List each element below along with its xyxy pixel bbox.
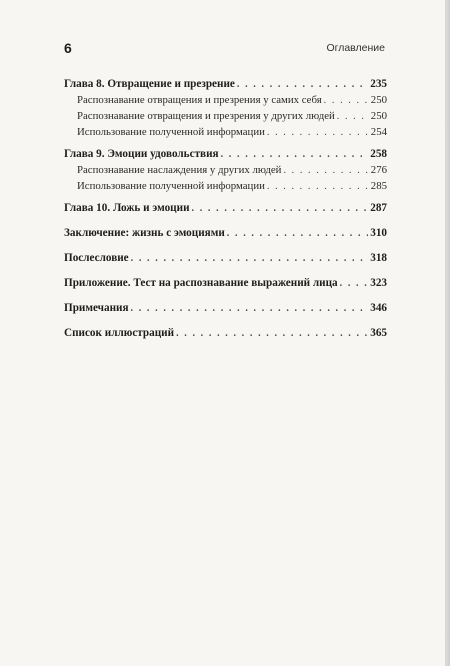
toc-entry-page: 235	[370, 78, 387, 90]
toc-entry-title: Распознавание отвращения и презрения у самих себя	[77, 94, 322, 106]
toc-chapter-10	[64, 200, 387, 216]
toc-entry-page: 250	[370, 94, 387, 106]
table-of-contents	[64, 76, 387, 341]
dot-leader	[283, 163, 368, 179]
toc-entry-title: Список иллюстраций	[64, 327, 175, 339]
page-edge	[446, 0, 450, 666]
toc-entry-page: 318	[370, 252, 387, 264]
dot-leader	[267, 125, 369, 141]
dot-leader	[237, 77, 368, 93]
toc-entry-title: Приложение. Тест на распознавание выражений лица	[64, 277, 338, 289]
toc-afterword	[64, 250, 387, 266]
toc-section	[64, 178, 387, 194]
dot-leader	[131, 251, 369, 267]
dot-leader	[337, 109, 369, 125]
toc-entry-title: Использование полученной информации	[77, 180, 265, 192]
toc-section	[64, 162, 387, 178]
toc-entry-title: Использование полученной информации	[77, 126, 265, 138]
toc-entry-title: Распознавание отвращения и презрения у других людей	[77, 110, 335, 122]
toc-chapter-9	[64, 146, 387, 162]
page-number: 6	[64, 40, 72, 56]
toc-entry-title: Заключение: жизнь с эмоциями	[64, 227, 225, 239]
toc-entry-page: 365	[370, 327, 387, 339]
dot-leader	[227, 226, 368, 242]
toc-entry-page: 323	[370, 277, 387, 289]
dot-leader	[221, 147, 369, 163]
toc-entry-page: 287	[370, 202, 387, 214]
toc-chapter-8	[64, 76, 387, 92]
dot-leader	[176, 326, 368, 342]
toc-conclusion	[64, 225, 387, 241]
toc-entry-page: 346	[370, 302, 387, 314]
running-title: Оглавление	[326, 42, 385, 54]
toc-section	[64, 124, 387, 140]
toc-section	[64, 108, 387, 124]
dot-leader	[192, 201, 369, 217]
toc-entry-page: 258	[370, 148, 387, 160]
toc-section	[64, 92, 387, 108]
toc-entry-page: 254	[370, 126, 387, 138]
toc-entry-title: Глава 10. Ложь и эмоции	[64, 202, 190, 214]
toc-entry-page: 250	[370, 110, 387, 122]
toc-entry-title: Послесловие	[64, 252, 129, 264]
dot-leader	[324, 93, 369, 109]
toc-appendix	[64, 275, 387, 291]
dot-leader	[131, 301, 369, 317]
toc-entry-title: Распознавание наслаждения у других людей	[77, 164, 282, 176]
toc-entry-title: Глава 9. Эмоции удовольствия	[64, 148, 219, 160]
toc-illustrations	[64, 325, 387, 341]
dot-leader	[267, 179, 369, 195]
toc-entry-title: Глава 8. Отвращение и презрение	[64, 78, 235, 90]
toc-entry-page: 285	[370, 180, 387, 192]
dot-leader	[340, 276, 369, 292]
toc-entry-page: 276	[370, 164, 387, 176]
toc-notes	[64, 300, 387, 316]
toc-entry-title: Примечания	[64, 302, 129, 314]
toc-entry-page: 310	[370, 227, 387, 239]
